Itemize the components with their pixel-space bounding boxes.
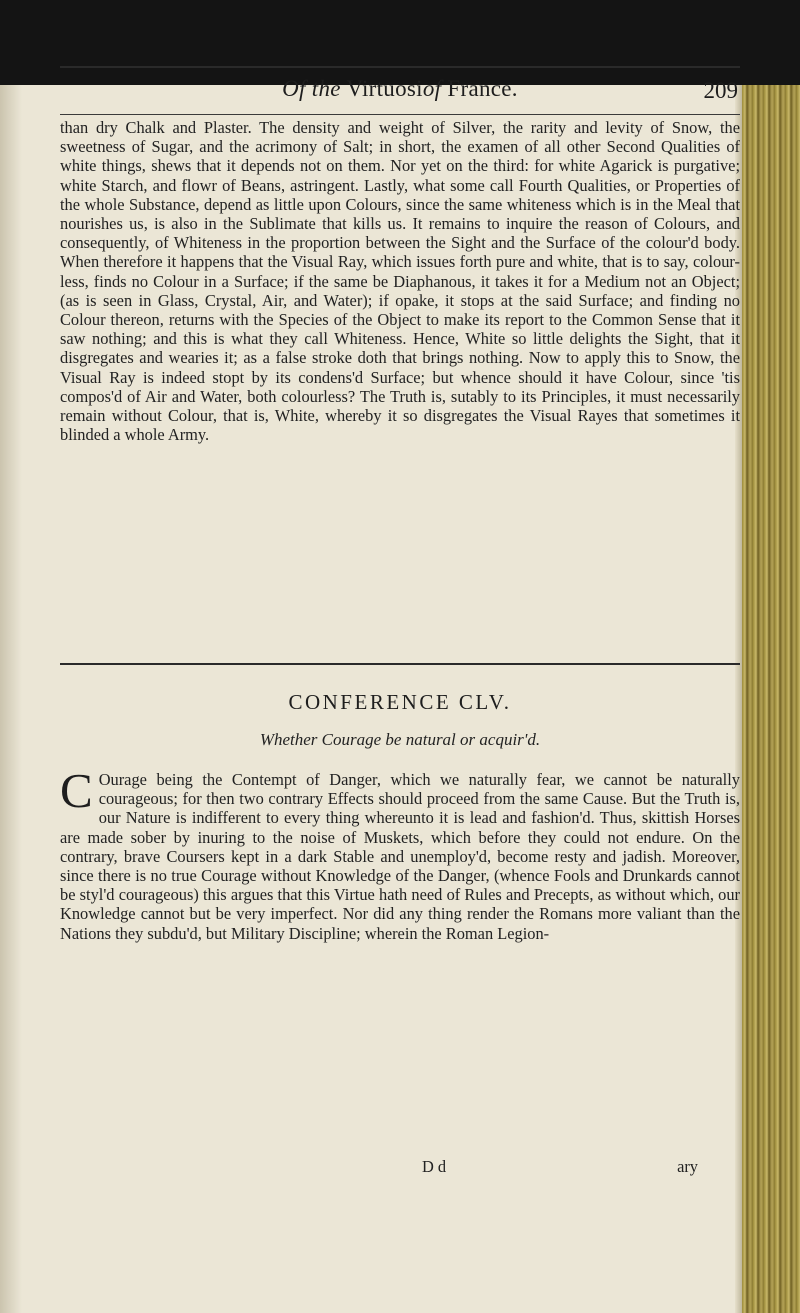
catchword: ary [677, 1157, 698, 1176]
running-head-prefix: Of the [282, 76, 341, 101]
paragraph-2-text: Ourage being the Contempt of Danger, which we naturally fear, we cannot be naturally courageous; for then two contrary Effects should proceed from the same Cause. But the Truth is, our Nature is indifferent to every thing whereunto it is lead and fashion'd. Thus, skittish Horses are made sober by inuring to the noise of Muskets, which before they could not endure. On the contrary, brave Coursers kept in a dark Stable and unemploy'd, become resty and jadish. Moreover, since there is no true Courage without Knowledge of the Danger, (whence Fools and Drunkards cannot be styl'd courageous) this argues that this Virtue hath need of Rules and Precepts, as without which, our Knowledge cannot but be very imperfect. Nor did any thing render the Romans more valiant than the Nations they subdu'd, but Military Discipline; wherein the Roman Legion- [60, 770, 740, 943]
book-spine [742, 85, 800, 1313]
drop-cap: C [60, 763, 93, 818]
conference-subtitle: Whether Courage be natural or acquir'd. [259, 730, 541, 749]
header-rule [60, 114, 740, 115]
conference-title: CONFERENCE CLV. [288, 690, 512, 714]
paragraph-2 [60, 763, 740, 943]
running-head [60, 76, 740, 102]
section-rule [60, 663, 740, 665]
running-head-main: Virtuosi [346, 76, 423, 101]
paragraph-1: than dry Chalk and Plaster. The density and weight of Silver, the rarity and levity of Snow, the sweetness of Sugar, and the acrimony of Salt; in short, the examen of all other Second Qualities of white things, shews that it depends not on them. Nor yet on the third: for white Agarick is purgative; white Starch, and flowr of Beans, astringent. Lastly, what some call Fourth Qualities, or Properties of the whole Substance, depend as little upon Colours, since the same whiteness which is in the Meal that nourishes us, is also in the Sublimate that kills us. It remains to inquire the reason of Colours, and consequently, of Whiteness in the proportion between the Sight and the Surface of the colour'd body. When therefore it happens that the Visual Ray, which issues forth pure and white, that is to say, colour-less, finds no Colour in a Surface; if the same be Diaphanous, it takes it for a Medium not an Object; (as is seen in Glass, Crystal, Air, and Water); if opake, it stops at the said Surface; and finding no Colour thereon, returns with the Species of the Object to make its report to the Common Sense that it saw nothing; and this is what they call Whiteness. Hence, White so little delights the Sight, that it disgregates and wearies it; as a false stroke doth that brings nothing. Now to apply this to Snow, the Visual Ray is indeed stopt by its condens'd Surface; but whence should it have Colour, since 'tis compos'd of Air and Water, both colourless? The Truth is, sutably to its Principles, it must necessarily remain without Colour, that is, White, whereby it so disgregates the Visual Rayes that sometimes it blinded a whole Army. [60, 118, 740, 445]
gutter-shadow [0, 85, 22, 1313]
signature-mark: D d [422, 1157, 447, 1176]
running-head-mid: of [422, 76, 442, 101]
top-rule [60, 66, 740, 68]
page-number: 209 [703, 78, 738, 103]
page-header [60, 72, 740, 112]
running-head-end: France. [447, 76, 518, 101]
